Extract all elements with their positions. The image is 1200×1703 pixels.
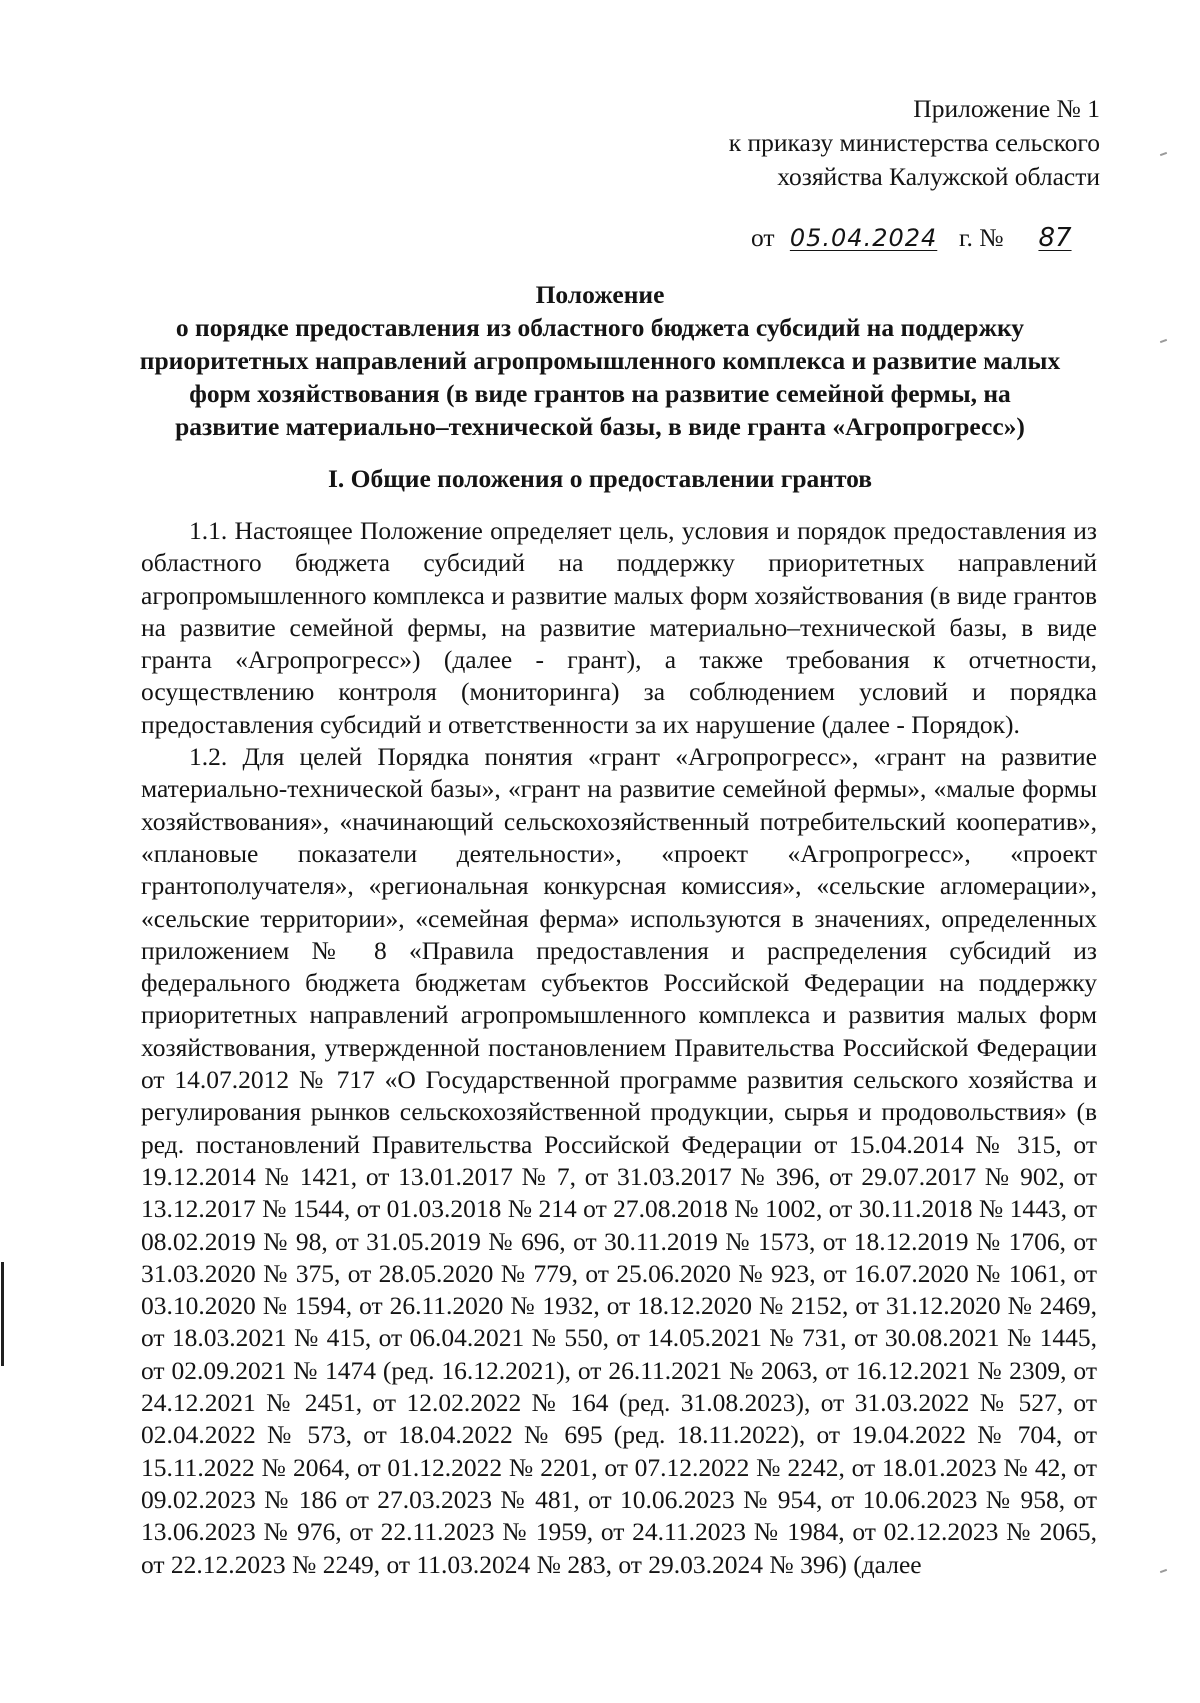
title-line-2: о порядке предоставления из областного бюджета субсидий на поддержку (175, 313, 1025, 342)
order-date-number-line (751, 221, 1100, 255)
appendix-number: Приложение № 1 (913, 94, 1100, 123)
handwritten-order-date: 05.04.2024 (789, 224, 938, 252)
handwritten-order-number: 87 (1038, 223, 1072, 253)
appendix-header (729, 92, 1100, 194)
paragraph-1-1: 1.1. Настоящее Положение определяет цель, условия и порядок предоставления из областного бюджета субсидий на поддержку приоритетных направлений агропромышленного комплекса и развитие малых форм хозяйствования (в виде грантов на развитие семейной фермы, на развитие материально–технической базы, в виде гранта «Агропрогресс») (далее - грант), а также требования к отчетности, осуществлению контроля (мониторинга) за соблюдением условий и порядка предоставления субсидий и ответственности за их нарушение (далее - Порядок). (141, 516, 1097, 739)
document-title (100, 278, 1100, 443)
order-number-label: г. № (958, 223, 1004, 252)
section-heading: I. Общие положения о предоставлении грантов (327, 464, 873, 493)
title-line-5: развитие материально–технической базы, в виде гранта «Агропрогресс») (175, 412, 1025, 441)
paragraph-1-2: 1.2. Для целей Порядка понятия «грант «Агропрогресс», «грант на развитие материально-технической базы», «грант на развитие семейной фермы», «малые формы хозяйствования», «начинающий сельскохозяйственный потребительский кооператив», «плановые показатели деятельности», «проект «Агропрогресс», «проект грантополучателя», «региональная конкурсная комиссия», «сельские агломерации», «сельские территории», «семейная ферма» используются в значениях, определенных приложением № 8 «Правила предоставления и распределения субсидий из федерального бюджета бюджетам субъектов Российской Федерации на поддержку приоритетных направлений агропромышленного комплекса и развития малых форм хозяйствования, утвержденной постановлением Правительства Российской Федерации от 14.07.2012 № 717 «О Государственной программе развития сельского хозяйства и регулирования рынков сельскохозяйственной продукции, сырья и продовольствия» (в ред. постановлений Правительства Российской Федерации от 15.04.2014 № 315, от 19.12.2014 № 1421, от 13.01.2017 № 7, от 31.03.2017 № 396, от 29.07.2017 № 902, от 13.12.2017 № 1544, от 01.03.2018 № 214 от 27.08.2018 № 1002, от 30.11.2018 № 1443, от 08.02.2019 № 98, от 31.05.2019 № 696, от 30.11.2019 № 1573, от 18.12.2019 № 1706, от 31.03.2020 № 375, от 28.05.2020 № 779, от 25.06.2020 № 923, от 16.07.2020 № 1061, от 03.10.2020 № 1594, от 26.11.2020 № 1932, от 18.12.2020 № 2152, от 31.12.2020 № 2469, от 18.03.2021 № 415, от 06.04.2021 № 550, от 14.05.2021 № 731, от 30.08.2021 № 1445, от 02.09.2021 № 1474 (ред. 16.12.2021), от 26.11.2021 № 2063, от 16.12.2021 № 2309, от 24.12.2021 № 2451, от 12.02.2022 № 164 (ред. 31.08.2023), от 31.03.2022 № 527, от 02.04.2022 № 573, от 18.04.2022 № 695 (ред. 18.11.2022), от 19.04.2022 № 704, от 15.11.2022 № 2064, от 01.12.2022 № 2201, от 07.12.2022 № 2242, от 18.01.2023 № 42, от 09.02.2023 № 186 от 27.03.2023 № 481, от 10.06.2023 № 954, от 10.06.2023 № 958, от 13.06.2023 № 976, от 22.11.2023 № 1959, от 24.11.2023 № 1984, от 02.12.2023 № 2065, от 22.12.2023 № 2249, от 11.03.2024 № 283, от 29.03.2024 № 396) (далее (141, 742, 1097, 1579)
appendix-reference-line-2: хозяйства Калужской области (777, 162, 1100, 191)
title-line-3: приоритетных направлений агропромышленного комплекса и развитие малых (139, 346, 1061, 375)
scan-mark (1160, 1569, 1167, 1573)
title-line-1: Положение (535, 280, 665, 309)
document-body (141, 515, 1097, 1581)
title-line-4: форм хозяйствования (в виде грантов на развитие семейной фермы, на (189, 379, 1011, 408)
appendix-reference-line-1: к приказу министерства сельского (728, 128, 1100, 157)
scan-mark (1160, 152, 1167, 156)
scan-mark (1160, 339, 1167, 343)
order-prefix: от (751, 223, 775, 252)
scan-margin-bar (1, 1262, 4, 1366)
